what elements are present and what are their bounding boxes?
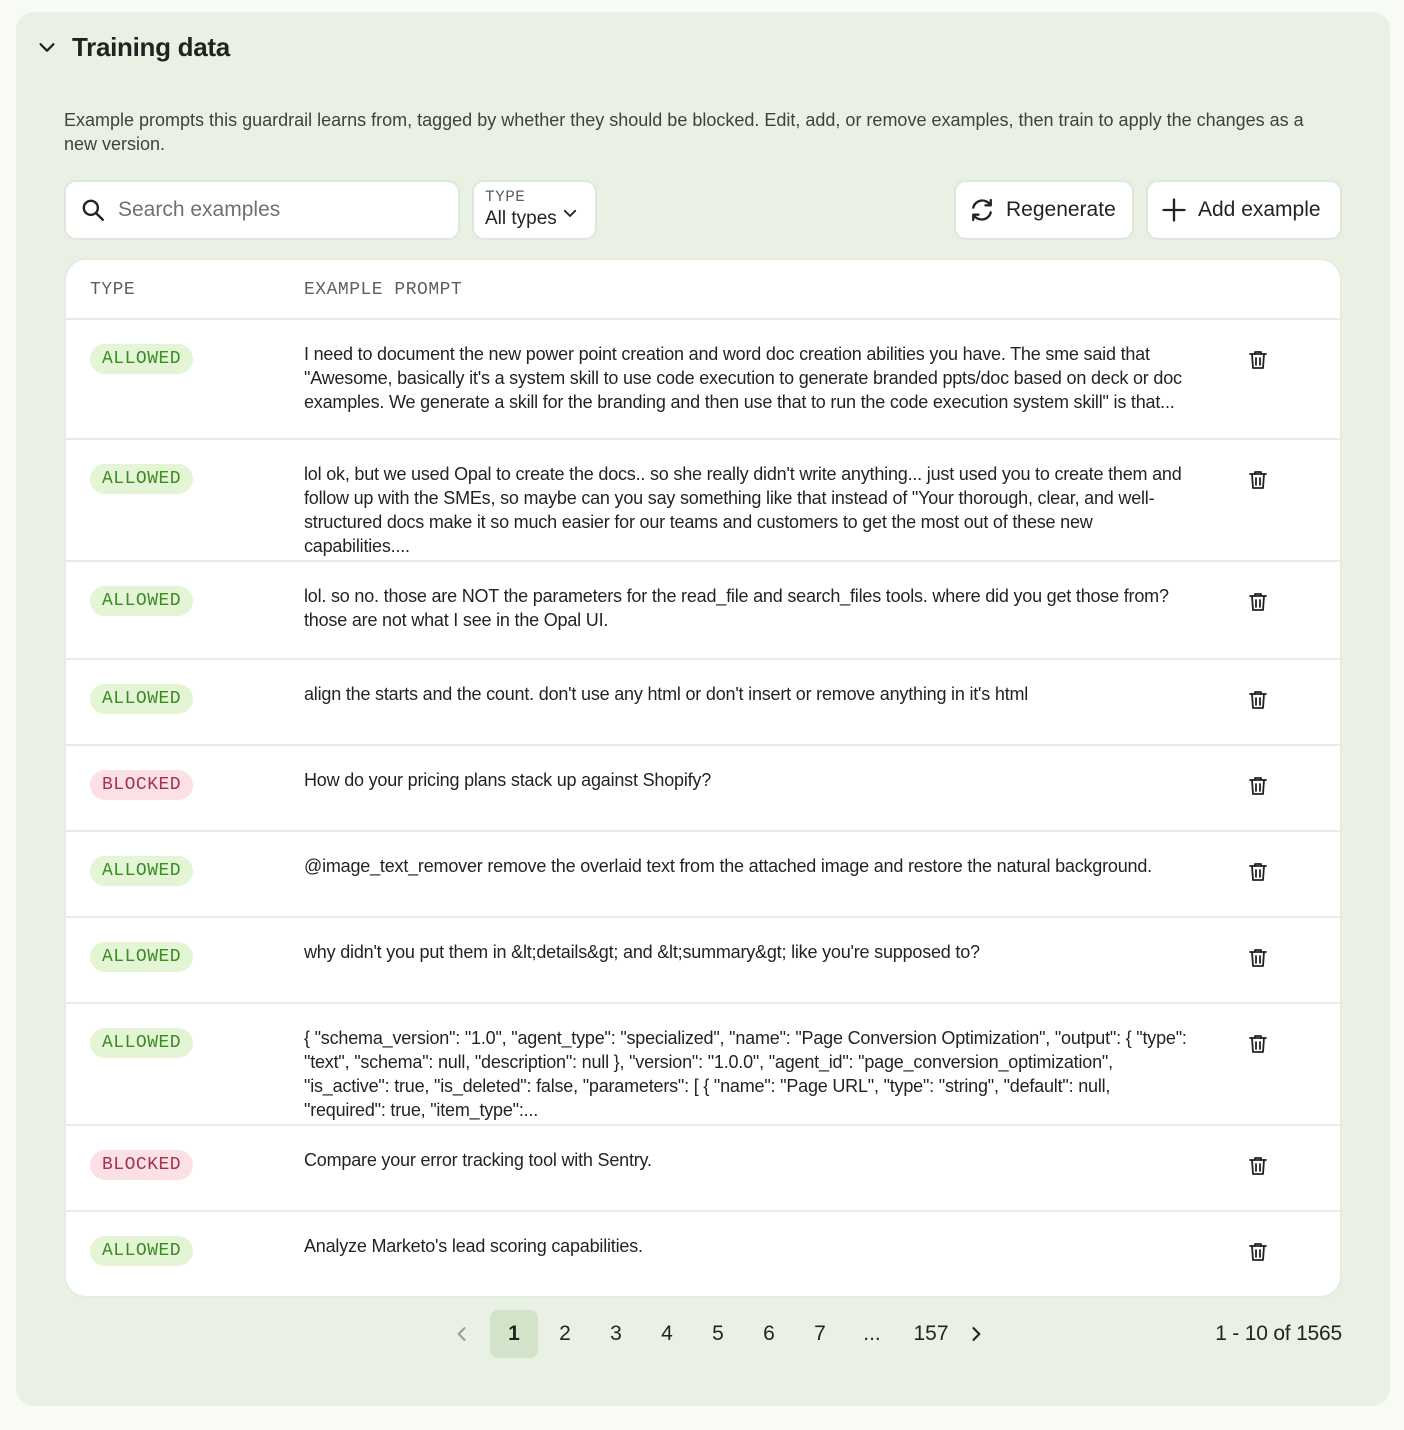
trash-icon	[1246, 348, 1270, 372]
toolbar	[64, 180, 1342, 240]
trash-icon	[1246, 860, 1270, 884]
example-prompt[interactable]: lol. so no. those are NOT the parameters for the read_file and search_files tools. where did you get those from? those are not what I see in the Opal UI.	[304, 586, 1169, 630]
delete-example-button[interactable]	[1246, 1240, 1270, 1264]
page-button-3[interactable]: 3	[610, 1322, 622, 1345]
delete-example-button[interactable]	[1246, 1154, 1270, 1178]
section-description: Example prompts this guardrail learns from, tagged by whether they should be blocked. Edit, add, or remove examples, then train to apply the changes as a new version.	[64, 110, 1304, 154]
table-row[interactable]	[66, 832, 1340, 918]
search-box	[64, 180, 460, 240]
table-row[interactable]	[66, 1004, 1340, 1126]
type-badge: ALLOWED	[90, 684, 193, 714]
page-ellipsis: ...	[863, 1322, 881, 1345]
pagination-range: 1 - 10 of 1565	[1215, 1322, 1342, 1345]
table-header	[66, 260, 1340, 320]
add-example-button[interactable]	[1146, 180, 1342, 240]
table-row[interactable]	[66, 440, 1340, 562]
column-header-prompt: EXAMPLE PROMPT	[304, 280, 463, 300]
add-example-label: Add example	[1198, 198, 1321, 221]
type-filter-label: TYPE	[485, 188, 526, 206]
regenerate-button[interactable]	[954, 180, 1134, 240]
table-row[interactable]	[66, 746, 1340, 832]
type-badge: ALLOWED	[90, 464, 193, 494]
table-row[interactable]	[66, 918, 1340, 1004]
next-page-button[interactable]	[952, 1310, 1000, 1358]
table-row[interactable]	[66, 1212, 1340, 1296]
trash-icon	[1246, 688, 1270, 712]
trash-icon	[1246, 468, 1270, 492]
delete-example-button[interactable]	[1246, 348, 1270, 372]
page-button-4[interactable]: 4	[661, 1322, 673, 1345]
page-button-1[interactable]: 1	[490, 1310, 538, 1358]
delete-example-button[interactable]	[1246, 688, 1270, 712]
example-prompt[interactable]: I need to document the new power point creation and word doc creation abilities you have. The sme said that "Awesome, basically it's a system skill to use code execution to generate branded ppts/doc based on deck or doc examples. We generate a skill for the branding and then use that to run the code execution system skill" is that...	[304, 344, 1182, 412]
prev-page-button[interactable]	[438, 1310, 486, 1358]
example-prompt[interactable]: Compare your error tracking tool with Sentry.	[304, 1150, 652, 1170]
chevron-down-icon	[561, 204, 579, 222]
delete-example-button[interactable]	[1246, 468, 1270, 492]
refresh-icon	[968, 196, 996, 224]
delete-example-button[interactable]	[1246, 774, 1270, 798]
chevron-down-icon	[36, 36, 58, 58]
trash-icon	[1246, 1240, 1270, 1264]
training-data-panel	[16, 12, 1390, 1406]
delete-example-button[interactable]	[1246, 1032, 1270, 1056]
examples-table	[64, 258, 1342, 1298]
trash-icon	[1246, 590, 1270, 614]
table-body	[66, 320, 1340, 1296]
chevron-left-icon	[452, 1324, 472, 1344]
type-filter-select[interactable]	[472, 180, 597, 240]
table-row[interactable]	[66, 562, 1340, 660]
table-row[interactable]	[66, 320, 1340, 440]
example-prompt[interactable]: why didn't you put them in &lt;details&gt; and &lt;summary&gt; like you're supposed to?	[304, 942, 980, 962]
type-badge: BLOCKED	[90, 770, 193, 800]
type-badge: ALLOWED	[90, 856, 193, 886]
column-header-type: TYPE	[90, 280, 136, 300]
type-badge: ALLOWED	[90, 1236, 193, 1266]
section-title: Training data	[72, 31, 230, 62]
trash-icon	[1246, 1032, 1270, 1056]
page-button-7[interactable]: 7	[814, 1322, 826, 1345]
example-prompt[interactable]: How do your pricing plans stack up against Shopify?	[304, 770, 712, 790]
chevron-right-icon	[966, 1324, 986, 1344]
table-row[interactable]	[66, 1126, 1340, 1212]
search-icon	[80, 197, 106, 223]
example-prompt[interactable]: { "schema_version": "1.0", "agent_type": "specialized", "name": "Page Conversion Optimization", "output": { "type": "text", "schema": null, "description": null }, "version": "1.0.0", "agent_id": "page_conversion_optimization", "is_active": true, "is_deleted": false, "parameters": [ { "name": "Page URL", "type": "string", "default": null, "required": true, "item_type":...	[304, 1028, 1187, 1120]
type-badge: BLOCKED	[90, 1150, 193, 1180]
section-toggle[interactable]	[36, 30, 230, 64]
example-prompt[interactable]: @image_text_remover remove the overlaid text from the attached image and restore the natural background.	[304, 856, 1152, 876]
type-filter-value: All types	[485, 208, 557, 229]
plus-icon	[1160, 196, 1188, 224]
page-button-6[interactable]: 6	[763, 1322, 775, 1345]
trash-icon	[1246, 1154, 1270, 1178]
page-button-157[interactable]: 157	[913, 1322, 949, 1345]
page-button-5[interactable]: 5	[712, 1322, 724, 1345]
type-badge: ALLOWED	[90, 1028, 193, 1058]
page-button-2[interactable]: 2	[559, 1322, 571, 1345]
table-row[interactable]	[66, 660, 1340, 746]
trash-icon	[1246, 946, 1270, 970]
type-badge: ALLOWED	[90, 344, 193, 374]
delete-example-button[interactable]	[1246, 860, 1270, 884]
example-prompt[interactable]: align the starts and the count. don't use any html or don't insert or remove anything in it's html	[304, 684, 1029, 704]
type-badge: ALLOWED	[90, 942, 193, 972]
trash-icon	[1246, 774, 1270, 798]
type-badge: ALLOWED	[90, 586, 193, 616]
search-input[interactable]	[118, 198, 438, 222]
delete-example-button[interactable]	[1246, 590, 1270, 614]
example-prompt[interactable]: Analyze Marketo's lead scoring capabilities.	[304, 1236, 643, 1256]
regenerate-label: Regenerate	[1006, 198, 1116, 221]
example-prompt[interactable]: lol ok, but we used Opal to create the docs.. so she really didn't write anything... just used you to create them and follow up with the SMEs, so maybe can you say something like that instead of "Your thorough, clear, and well-structured docs make it so much easier for our teams and customers to get the most out of these new capabilities....	[304, 464, 1182, 556]
delete-example-button[interactable]	[1246, 946, 1270, 970]
